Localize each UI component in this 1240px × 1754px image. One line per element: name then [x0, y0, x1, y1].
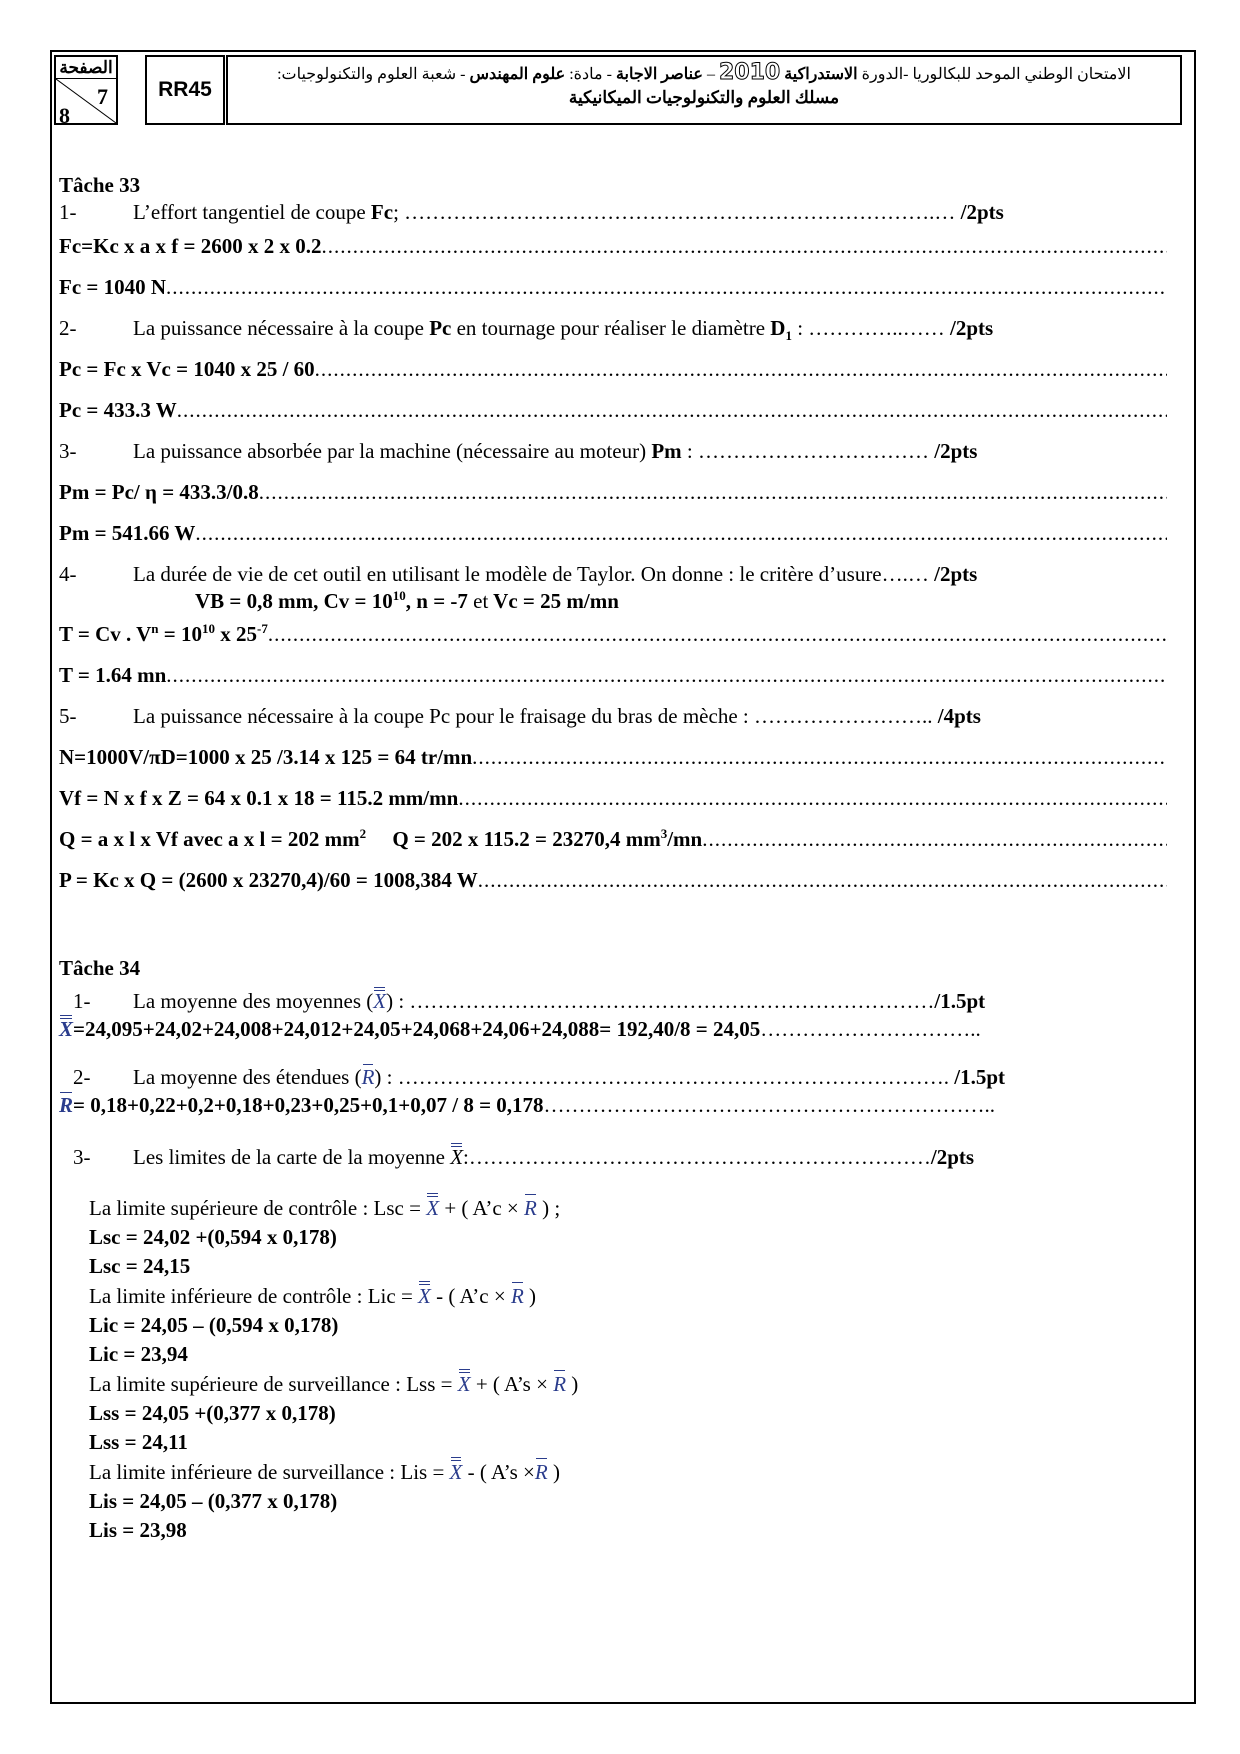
limit-formula: - ( A’c × [430, 1284, 511, 1308]
question-dots: : …………………………… [681, 439, 935, 463]
answer-dots: ……………………………………………………….. [543, 1093, 996, 1117]
answer-text: P = Kc x Q = (2600 x 23270,4)/60 = 1008,384 W [59, 868, 478, 892]
answer-line [59, 614, 1167, 655]
answer-line [59, 349, 1167, 390]
limit-formula: + ( A’c × [439, 1196, 524, 1220]
question-dots: ; ………………………………………………………………….… [393, 200, 961, 224]
task34-question-3 [59, 1143, 1167, 1171]
control-limits [89, 1193, 1167, 1545]
given-text: Vc = 25 m/mn [488, 589, 619, 613]
limit-label: La limite inférieure de contrôle : Lic = [89, 1284, 419, 1308]
question-number: 3- [73, 1145, 91, 1169]
question-number: 5- [59, 704, 77, 728]
question-variable: Fc [370, 200, 394, 224]
limit-formula: ) [523, 1284, 537, 1308]
question-dots: ) : ……………………………………………………………………. [374, 1065, 955, 1089]
lsc-calculation: Lsc = 24,02 +(0,594 x 0,178) [89, 1225, 337, 1249]
answer-line [59, 1015, 1167, 1043]
answer-exponent: 2 [359, 826, 367, 841]
answer-text: = 10 [158, 622, 202, 646]
x-double-bar-symbol: X [373, 989, 387, 1013]
question-points: /2pts [930, 1145, 975, 1169]
answer-dots: ………………………….. [760, 1017, 981, 1041]
question-text: La moyenne des étendues ( [133, 1065, 362, 1089]
limit-label: La limite supérieure de surveillance : Lss = [89, 1372, 458, 1396]
answer-text: N=1000V/πD=1000 x 25 /3.14 x 125 = 64 tr/mn [59, 745, 473, 769]
answer-line [59, 860, 1167, 901]
question-text: La durée de vie de cet outil en utilisant le modèle de Taylor. On donne : le critère d’usure….… [133, 562, 935, 586]
question-points: /2pts [934, 439, 978, 463]
lsc-result: Lsc = 24,15 [89, 1254, 191, 1278]
answer-exponent: 3 [660, 826, 668, 841]
task33-question-2 [59, 308, 1167, 349]
answer-line [59, 819, 1167, 860]
r-bar-symbol: R [59, 1093, 74, 1117]
lsc-definition [89, 1193, 1167, 1223]
subject-label: علوم المهندس [469, 66, 566, 83]
x-double-bar-symbol: X [458, 1369, 471, 1399]
question-points: /2pts [960, 200, 1004, 224]
answer-line [59, 472, 1167, 513]
question-number: 1- [59, 200, 77, 224]
task33-question-5 [59, 696, 1167, 737]
answer-label: عناصر الاجابة [615, 66, 703, 83]
question-text: La puissance nécessaire à la coupe [133, 316, 430, 340]
question-subscript: 1 [785, 328, 792, 344]
title-part: – [702, 66, 719, 83]
limit-label: La limite supérieure de contrôle : Lsc = [89, 1196, 427, 1220]
question-variable: D [770, 316, 786, 340]
lic-calculation: Lic = 24,05 – (0,594 x 0,178) [89, 1313, 339, 1337]
question-variable: Pm [651, 439, 682, 463]
question-dots: ) : ………………………………………………………………… [386, 989, 935, 1013]
question-number: 1- [73, 989, 91, 1013]
question-variable: Pc [429, 316, 452, 340]
given-exponent: 10 [392, 588, 406, 603]
x-double-bar-symbol: X [418, 1281, 431, 1311]
x-double-bar-symbol: X [59, 1017, 74, 1041]
answer-text: /mn [667, 827, 703, 851]
r-bar-symbol: R [511, 1281, 524, 1311]
page-number: 7 [97, 84, 108, 109]
task33-q4-given [195, 588, 1167, 614]
answer-line [59, 1091, 1167, 1119]
x-double-bar-symbol: X [426, 1193, 439, 1223]
task33-title: Tâche 33 [59, 173, 141, 197]
limit-formula: + ( A’s × [470, 1372, 554, 1396]
title-part: - شعبة العلوم والتكنولوجيات: [277, 66, 470, 83]
x-double-bar-symbol: X [450, 1145, 464, 1169]
question-number: 3- [59, 439, 77, 463]
answer-exponent: 10 [202, 621, 215, 636]
question-points: /2pts [950, 316, 994, 340]
question-points: /4pts [937, 704, 981, 728]
question-points: /2pts [934, 562, 978, 586]
answer-exponent: n [151, 621, 159, 636]
task33-question-1 [59, 198, 1167, 226]
answer-line [59, 226, 1167, 267]
task34-title: Tâche 34 [59, 956, 141, 980]
title-part: الامتحان الوطني الموحد للبكالوريا -الدورة [857, 66, 1131, 83]
question-points: /1.5pt [934, 989, 986, 1013]
lss-definition [89, 1369, 1167, 1399]
given-text: et [473, 589, 489, 613]
session-label: الاستدراكية [784, 66, 858, 83]
given-text: , n = -7 [405, 589, 474, 613]
exam-title-line2: مسلك العلوم والتكنولوجيات الميكانيكية [568, 88, 840, 107]
r-bar-symbol: R [535, 1457, 548, 1487]
answer-line [59, 267, 1167, 308]
title-part: - مادة: [565, 66, 616, 83]
question-number: 2- [73, 1065, 91, 1089]
lss-calculation: Lss = 24,05 +(0,377 x 0,178) [89, 1401, 336, 1425]
answer-exponent: -7 [257, 621, 268, 636]
answer-content [59, 172, 1167, 1545]
x-double-bar-symbol: X [450, 1457, 463, 1487]
answer-text: Vf = N x f x Z = 64 x 0.1 x 18 = 115.2 mm/mn [59, 786, 459, 810]
task34-question-2 [59, 1063, 1167, 1091]
lis-calculation: Lis = 24,05 – (0,377 x 0,178) [89, 1489, 338, 1513]
question-text: Les limites de la carte de la moyenne [133, 1145, 451, 1169]
answer-text: T = 1.64 mn [59, 663, 167, 687]
r-bar-symbol: R [553, 1369, 566, 1399]
task34-question-1 [59, 987, 1167, 1015]
question-text: L’effort tangentiel de coupe [133, 200, 371, 224]
exam-title-line1 [236, 62, 1172, 86]
lis-definition [89, 1457, 1167, 1487]
answer-text: Pm = Pc/ η = 433.3/0.8 [59, 480, 259, 504]
answer-line [59, 513, 1167, 554]
answer-text: Fc = 1040 N [59, 275, 167, 299]
answer-line [59, 778, 1167, 819]
limit-formula: ) [566, 1372, 579, 1396]
lss-result: Lss = 24,11 [89, 1430, 188, 1454]
answer-text: Pm = 541.66 W [59, 521, 196, 545]
answer-text: = 0,18+0,22+0,2+0,18+0,23+0,25+0,1+0,07 / 8 = 0,178 [73, 1093, 544, 1117]
answer-text: x 25 [215, 622, 257, 646]
question-text: La puissance nécessaire à la coupe Pc pour le fraisage du bras de mèche : …………………….. [133, 704, 938, 728]
question-text: en tournage pour réaliser le diamètre [451, 316, 771, 340]
exam-year: 2010 [718, 60, 781, 85]
question-dots: :………………………………………………………… [463, 1145, 931, 1169]
page-label: الصفحة [56, 58, 116, 79]
page-number-box [54, 55, 118, 128]
lis-result: Lis = 23,98 [89, 1518, 187, 1542]
page-total: 8 [59, 103, 70, 128]
limit-formula: ) ; [536, 1196, 561, 1220]
answer-text: Fc=Kc x a x f = 2600 x 2 x 0.2 [59, 234, 322, 258]
question-text: La puissance absorbée par la machine (nécessaire au moteur) [133, 439, 652, 463]
given-text: VB = 0,8 mm, Cv = 10 [195, 589, 393, 613]
limit-formula: - ( A’s × [462, 1460, 535, 1484]
r-bar-symbol: R [361, 1065, 375, 1089]
limit-label: La limite inférieure de surveillance : Lis = [89, 1460, 450, 1484]
answer-text: T = Cv . V [59, 622, 152, 646]
answer-text: Q = a x l x Vf avec a x l = 202 mm [59, 827, 360, 851]
question-number: 2- [59, 316, 77, 340]
answer-text: =24,095+24,02+24,008+24,012+24,05+24,068+24,06+24,088= 192,40/8 = 24,05 [73, 1017, 761, 1041]
exam-title [226, 55, 1182, 125]
answer-line [59, 737, 1167, 778]
question-text: La moyenne des moyennes ( [133, 989, 374, 1013]
lic-result: Lic = 23,94 [89, 1342, 188, 1366]
answer-line [59, 390, 1167, 431]
question-points: /1.5pt [954, 1065, 1006, 1089]
limit-formula: ) [547, 1460, 560, 1484]
task33-question-4 [59, 560, 1167, 588]
question-dots: : …………..…… [791, 316, 951, 340]
answer-line [59, 655, 1167, 696]
answer-text: Q = 202 x 115.2 = 23270,4 mm [366, 827, 661, 851]
answer-text: Pc = Fc x Vc = 1040 x 25 / 60 [59, 357, 315, 381]
task33-question-3 [59, 431, 1167, 472]
r-bar-symbol: R [524, 1193, 537, 1223]
exam-code: RR45 [145, 55, 225, 125]
question-number: 4- [59, 562, 77, 586]
answer-text: Pc = 433.3 W [59, 398, 177, 422]
lic-definition [89, 1281, 1167, 1311]
